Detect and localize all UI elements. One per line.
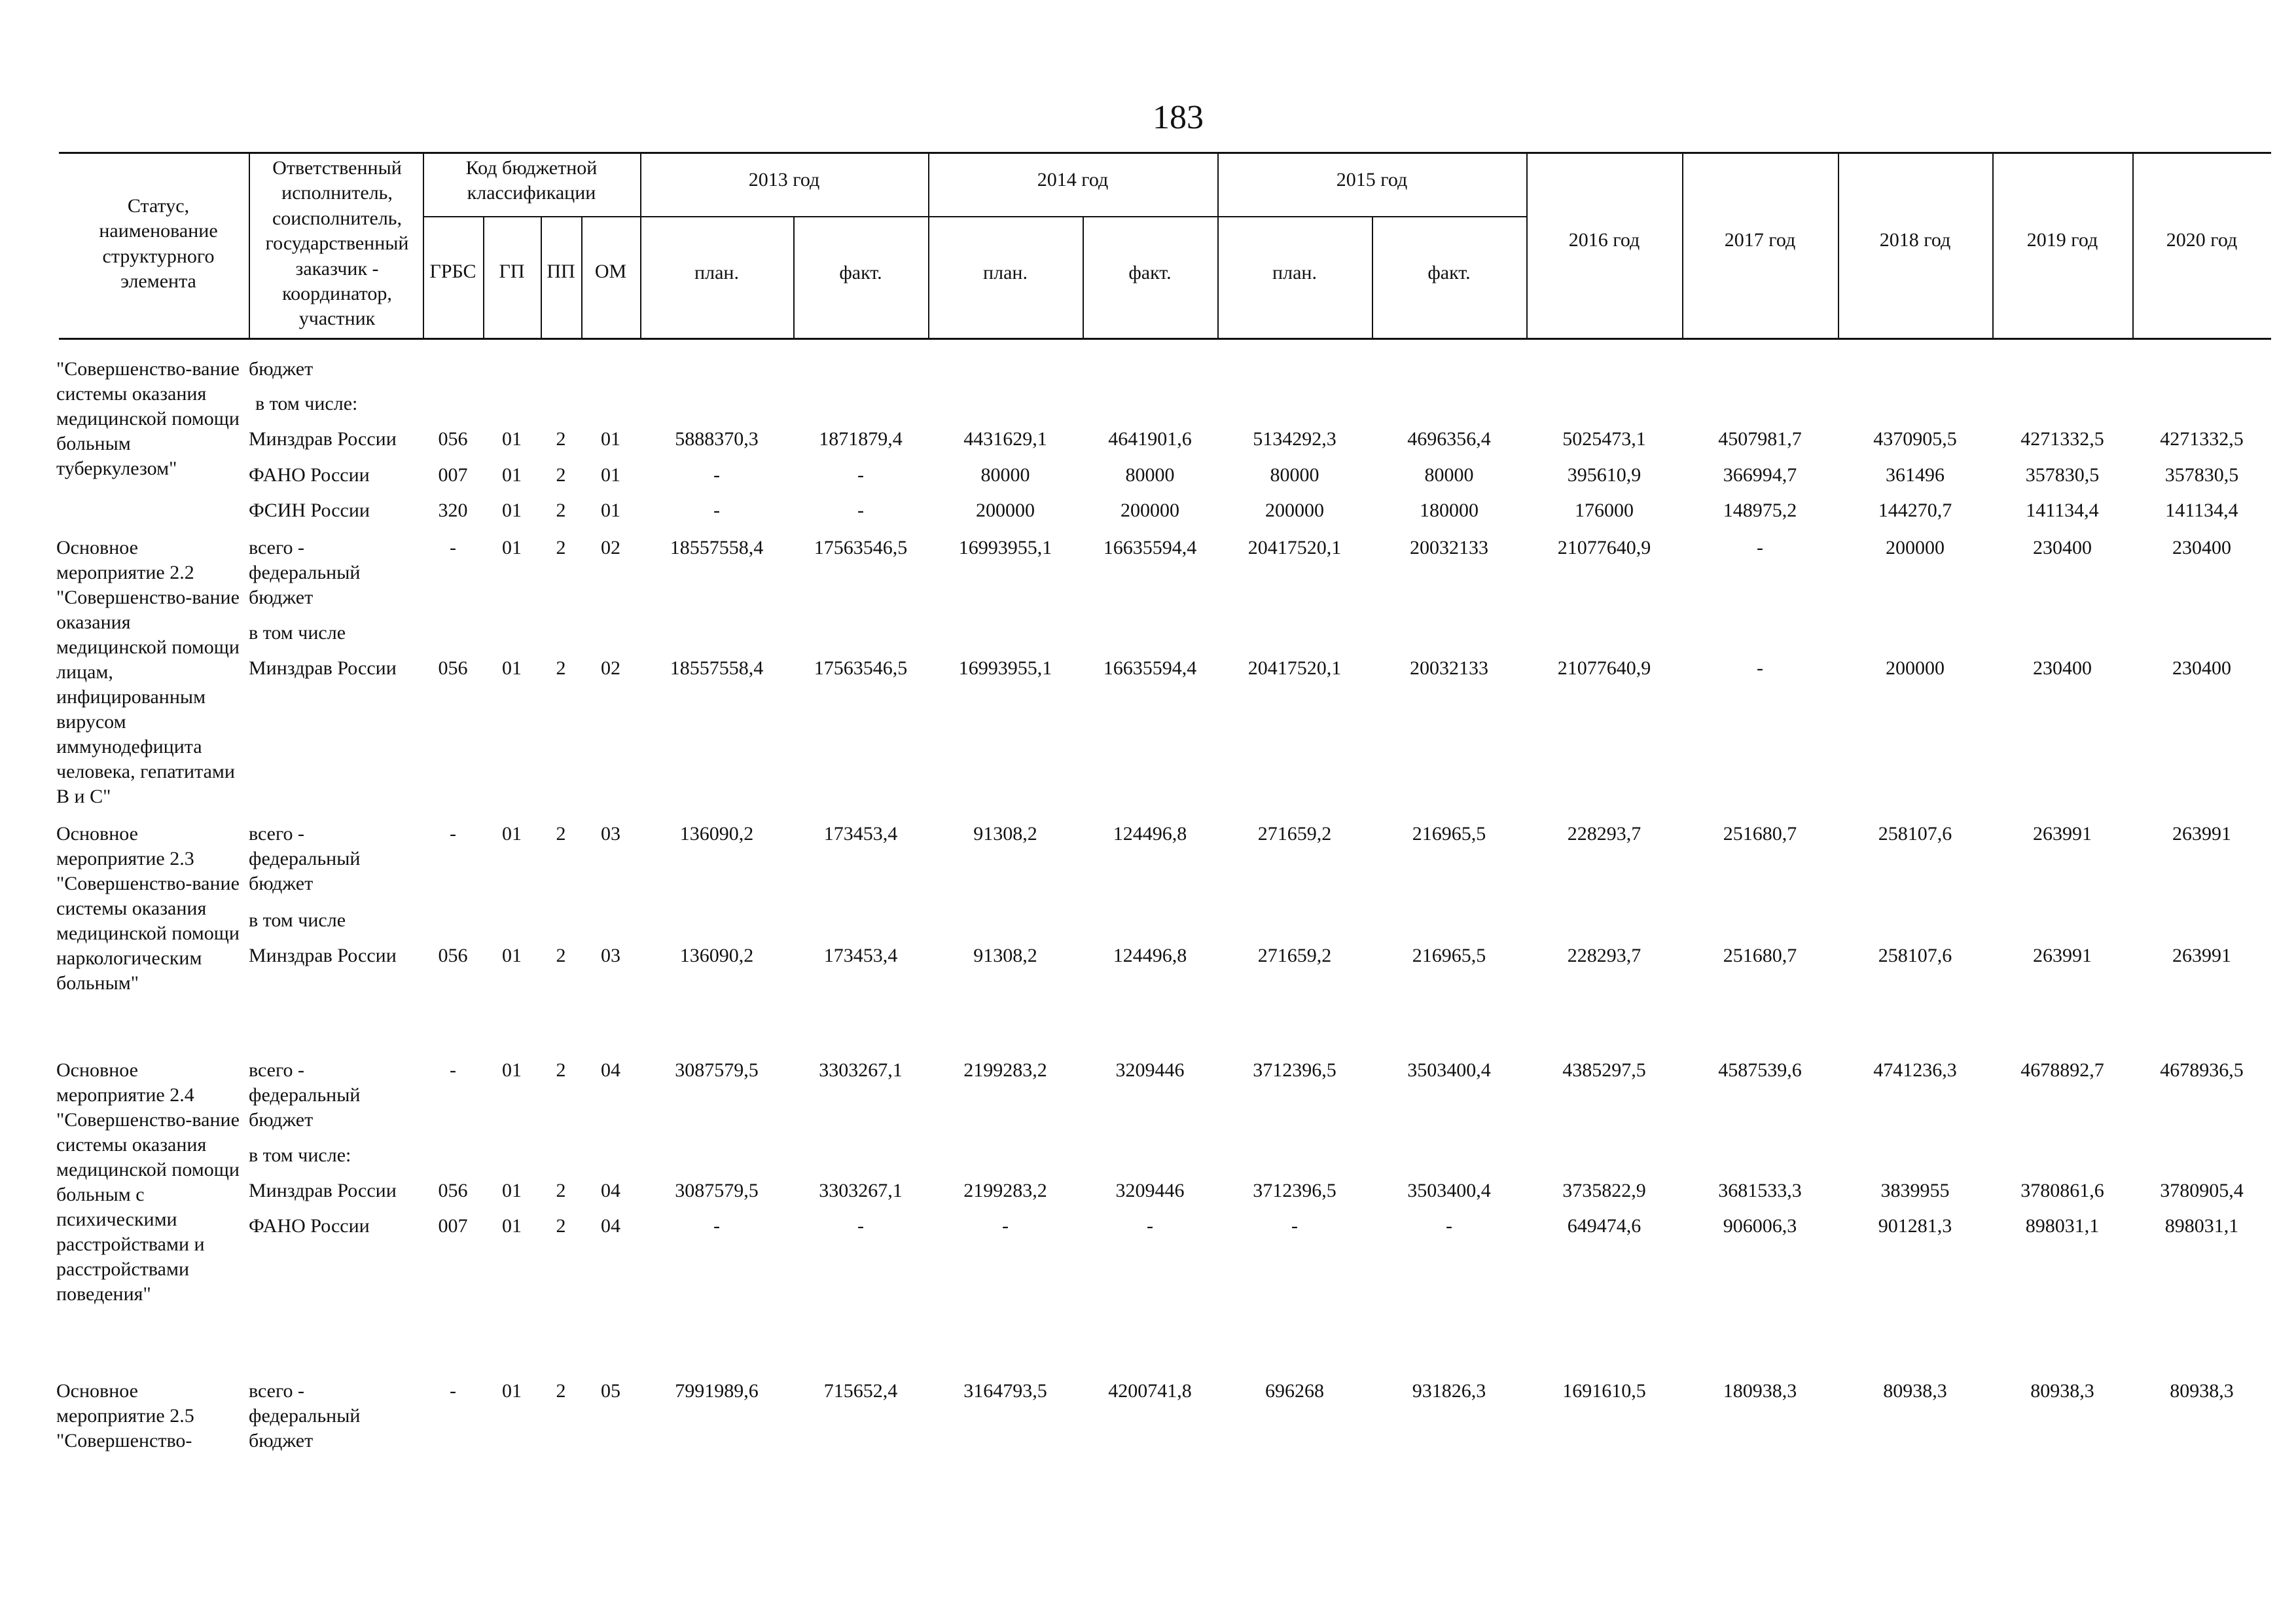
table-cell-plan-2014: 200000 xyxy=(976,500,1035,521)
table-cell-plan-2014: - xyxy=(1002,1215,1009,1237)
table-cell-y2018: 80938,3 xyxy=(1883,1380,1947,1402)
table-cell-fact-2015: 20032133 xyxy=(1410,657,1488,679)
table-cell-fact-2015: 3503400,4 xyxy=(1407,1059,1491,1081)
table-cell-gp: 01 xyxy=(502,500,522,521)
table-top-border xyxy=(59,152,2271,154)
table-cell-om: 01 xyxy=(601,500,620,521)
table-cell-grbs: 056 xyxy=(438,1180,468,1201)
table-cell-y2017: 4507981,7 xyxy=(1718,428,1802,450)
table-cell-fact-2013: - xyxy=(857,1215,864,1237)
table-cell-fact-2013: - xyxy=(857,500,864,521)
table-cell-fact-2014: 124496,8 xyxy=(1113,945,1187,966)
table-cell-grbs: 056 xyxy=(438,657,468,679)
table-cell-y2019: 4271332,5 xyxy=(2020,428,2104,450)
table-cell-fact-2015: 180000 xyxy=(1420,500,1479,521)
table-cell-y2020: 230400 xyxy=(2172,537,2231,558)
header-pp: ПП xyxy=(547,261,575,282)
row-label: в том числе xyxy=(249,622,346,644)
header-year-2019: 2019 год xyxy=(2026,229,2098,251)
row-label: всего - федеральный бюджет xyxy=(249,823,361,894)
table-cell-fact-2015: 80000 xyxy=(1424,464,1474,486)
table-cell-y2019: 230400 xyxy=(2033,537,2092,558)
table-cell-plan-2014: 16993955,1 xyxy=(958,657,1052,679)
page-number: 183 xyxy=(1153,99,1204,136)
table-cell-y2016: 228293,7 xyxy=(1567,945,1641,966)
table-cell-plan-2014: 91308,2 xyxy=(973,823,1037,845)
table-cell-gp: 01 xyxy=(502,1380,522,1402)
table-cell-y2019: 263991 xyxy=(2033,945,2092,966)
table-cell-gp: 01 xyxy=(502,1215,522,1237)
table-cell-y2019: 4678892,7 xyxy=(2020,1059,2104,1081)
table-cell-pp: 2 xyxy=(556,945,566,966)
header-year-2018: 2018 год xyxy=(1879,229,1951,251)
table-cell-gp: 01 xyxy=(502,1059,522,1081)
header-2014-plan: план. xyxy=(983,262,1028,283)
table-cell-y2018: 361496 xyxy=(1886,464,1945,486)
table-cell-gp: 01 xyxy=(502,945,522,966)
table-cell-plan-2013: 18557558,4 xyxy=(670,657,764,679)
table-cell-plan-2015: 20417520,1 xyxy=(1247,657,1342,679)
table-cell-fact-2013: 173453,4 xyxy=(823,945,898,966)
table-cell-y2019: 898031,1 xyxy=(2025,1215,2100,1237)
table-cell-pp: 2 xyxy=(556,428,566,450)
table-cell-fact-2013: 17563546,5 xyxy=(814,657,908,679)
table-cell-y2016: 649474,6 xyxy=(1567,1215,1641,1237)
table-cell-grbs: - xyxy=(450,1380,456,1402)
table-cell-fact-2014: 16635594,4 xyxy=(1103,657,1197,679)
table-cell-y2017: 148975,2 xyxy=(1723,500,1797,521)
table-cell-plan-2013: 18557558,4 xyxy=(670,537,764,558)
table-cell-fact-2014: 80000 xyxy=(1125,464,1175,486)
header-budget-code: Код бюджетной классификации xyxy=(465,157,598,204)
header-year-2017: 2017 год xyxy=(1724,229,1796,251)
row-label: Минздрав России xyxy=(249,945,397,966)
table-cell-plan-2015: - xyxy=(1291,1215,1298,1237)
table-cell-fact-2015: - xyxy=(1446,1215,1452,1237)
table-cell-om: 03 xyxy=(601,823,620,845)
table-cell-fact-2015: 4696356,4 xyxy=(1407,428,1491,450)
table-cell-y2017: - xyxy=(1757,537,1763,558)
row-label: всего - федеральный бюджет xyxy=(249,537,361,608)
row-label: Минздрав России xyxy=(249,657,397,679)
table-cell-pp: 2 xyxy=(556,500,566,521)
table-cell-fact-2013: - xyxy=(857,464,864,486)
table-cell-y2020: 3780905,4 xyxy=(2160,1180,2244,1201)
table-cell-grbs: - xyxy=(450,537,456,558)
table-cell-y2019: 141134,4 xyxy=(2026,500,2099,521)
table-cell-plan-2013: - xyxy=(713,1215,720,1237)
table-cell-y2019: 3780861,6 xyxy=(2020,1180,2104,1201)
table-cell-y2017: 251680,7 xyxy=(1723,945,1797,966)
table-cell-fact-2014: 3209446 xyxy=(1115,1059,1185,1081)
table-cell-plan-2014: 3164793,5 xyxy=(963,1380,1047,1402)
table-cell-y2016: 228293,7 xyxy=(1567,823,1641,845)
header-grbs: ГРБС xyxy=(429,261,476,282)
table-cell-y2020: 141134,4 xyxy=(2165,500,2238,521)
table-cell-plan-2013: 136090,2 xyxy=(679,823,754,845)
row-label: бюджет xyxy=(249,358,314,380)
table-cell-y2018: 4741236,3 xyxy=(1873,1059,1957,1081)
table-cell-gp: 01 xyxy=(502,823,522,845)
table-cell-plan-2013: 136090,2 xyxy=(679,945,754,966)
table-cell-y2016: 21077640,9 xyxy=(1557,537,1651,558)
row-label: Минздрав России xyxy=(249,1180,397,1201)
table-cell-y2019: 80938,3 xyxy=(2030,1380,2094,1402)
group-description: Основное мероприятие 2.3 "Совершенство-вание системы оказания медицинской помощи наркологическим больным" xyxy=(56,823,240,994)
table-cell-y2019: 357830,5 xyxy=(2025,464,2100,486)
table-cell-y2016: 4385297,5 xyxy=(1562,1059,1646,1081)
table-cell-grbs: 007 xyxy=(438,1215,468,1237)
row-label: в том числе: xyxy=(255,393,358,414)
table-cell-fact-2015: 20032133 xyxy=(1410,537,1488,558)
table-cell-plan-2013: 3087579,5 xyxy=(675,1180,759,1201)
table-cell-y2020: 263991 xyxy=(2172,823,2231,845)
table-cell-y2020: 4271332,5 xyxy=(2160,428,2244,450)
table-cell-y2017: 251680,7 xyxy=(1723,823,1797,845)
table-cell-fact-2015: 216965,5 xyxy=(1412,823,1486,845)
table-cell-gp: 01 xyxy=(502,428,522,450)
table-cell-y2019: 263991 xyxy=(2033,823,2092,845)
table-cell-fact-2013: 715652,4 xyxy=(823,1380,898,1402)
row-label: Минздрав России xyxy=(249,428,397,450)
table-cell-y2016: 395610,9 xyxy=(1567,464,1641,486)
group-description: Основное мероприятие 2.2 "Совершенство-вание оказания медицинской помощи лицам, инфицированным вирусом иммунодефицита человека, гепатитами B и C" xyxy=(56,537,240,807)
group-description: Основное мероприятие 2.5 "Совершенство- xyxy=(56,1380,194,1451)
table-cell-fact-2015: 216965,5 xyxy=(1412,945,1486,966)
table-cell-plan-2013: - xyxy=(713,500,720,521)
row-label: всего - федеральный бюджет xyxy=(249,1380,361,1451)
table-cell-pp: 2 xyxy=(556,537,566,558)
table-cell-plan-2014: 16993955,1 xyxy=(958,537,1052,558)
table-cell-plan-2014: 2199283,2 xyxy=(963,1180,1047,1201)
table-cell-om: 02 xyxy=(601,537,620,558)
table-cell-y2016: 3735822,9 xyxy=(1562,1180,1646,1201)
table-cell-y2020: 4678936,5 xyxy=(2160,1059,2244,1081)
table-cell-y2018: 258107,6 xyxy=(1878,823,1952,845)
table-cell-fact-2013: 17563546,5 xyxy=(814,537,908,558)
table-cell-y2017: 4587539,6 xyxy=(1718,1059,1802,1081)
table-cell-fact-2014: 16635594,4 xyxy=(1103,537,1197,558)
table-cell-y2017: 3681533,3 xyxy=(1718,1180,1802,1201)
group-description: "Совершенство-вание системы оказания медицинской помощи больным туберкулезом" xyxy=(56,358,240,479)
table-cell-y2017: 906006,3 xyxy=(1723,1215,1797,1237)
table-cell-fact-2014: 4200741,8 xyxy=(1108,1380,1192,1402)
header-2015-plan: план. xyxy=(1272,262,1317,283)
table-cell-plan-2015: 80000 xyxy=(1270,464,1319,486)
table-cell-pp: 2 xyxy=(556,464,566,486)
header-year-2015: 2015 год xyxy=(1336,169,1408,191)
table-cell-om: 03 xyxy=(601,945,620,966)
table-cell-y2018: 144270,7 xyxy=(1878,500,1952,521)
table-cell-plan-2015: 200000 xyxy=(1265,500,1324,521)
table-cell-gp: 01 xyxy=(502,1180,522,1201)
table-cell-fact-2014: 3209446 xyxy=(1115,1180,1185,1201)
header-year-2014: 2014 год xyxy=(1037,169,1109,191)
header-status: Статус, наименование структурного элемента xyxy=(99,195,218,293)
table-cell-y2019: 230400 xyxy=(2033,657,2092,679)
table-cell-fact-2014: 200000 xyxy=(1121,500,1179,521)
row-label: в том числе xyxy=(249,909,346,931)
table-cell-pp: 2 xyxy=(556,1380,566,1402)
table-cell-y2020: 898031,1 xyxy=(2164,1215,2239,1237)
table-cell-plan-2015: 271659,2 xyxy=(1257,823,1332,845)
table-cell-plan-2014: 4431629,1 xyxy=(963,428,1047,450)
table-cell-pp: 2 xyxy=(556,1215,566,1237)
table-cell-plan-2015: 271659,2 xyxy=(1257,945,1332,966)
table-cell-plan-2015: 3712396,5 xyxy=(1253,1059,1336,1081)
table-cell-fact-2014: 4641901,6 xyxy=(1108,428,1192,450)
table-cell-y2018: 200000 xyxy=(1886,657,1945,679)
header-year-2013: 2013 год xyxy=(748,169,820,191)
table-cell-gp: 01 xyxy=(502,537,522,558)
table-cell-om: 02 xyxy=(601,657,620,679)
table-cell-grbs: 007 xyxy=(438,464,468,486)
table-cell-gp: 01 xyxy=(502,657,522,679)
table-cell-plan-2013: 5888370,3 xyxy=(675,428,759,450)
header-2013-plan: план. xyxy=(694,262,739,283)
table-cell-y2017: 366994,7 xyxy=(1723,464,1797,486)
table-cell-plan-2015: 696268 xyxy=(1265,1380,1324,1402)
table-cell-plan-2013: 3087579,5 xyxy=(675,1059,759,1081)
table-cell-om: 04 xyxy=(601,1059,620,1081)
table-cell-plan-2014: 80000 xyxy=(980,464,1030,486)
table-cell-y2017: - xyxy=(1757,657,1763,679)
table-cell-plan-2015: 5134292,3 xyxy=(1253,428,1336,450)
row-label: в том числе: xyxy=(249,1144,351,1166)
table-cell-fact-2014: 124496,8 xyxy=(1113,823,1187,845)
table-cell-y2020: 357830,5 xyxy=(2164,464,2239,486)
table-cell-pp: 2 xyxy=(556,823,566,845)
table-cell-y2020: 263991 xyxy=(2172,945,2231,966)
table-cell-gp: 01 xyxy=(502,464,522,486)
row-label: ФАНО России xyxy=(249,1215,370,1237)
table-cell-plan-2013: 7991989,6 xyxy=(675,1380,759,1402)
table-cell-plan-2015: 20417520,1 xyxy=(1247,537,1342,558)
table-cell-y2017: 180938,3 xyxy=(1723,1380,1797,1402)
table-cell-fact-2015: 931826,3 xyxy=(1412,1380,1486,1402)
table-cell-om: 04 xyxy=(601,1180,620,1201)
table-cell-om: 05 xyxy=(601,1380,620,1402)
table-cell-y2020: 230400 xyxy=(2172,657,2231,679)
header-gp: ГП xyxy=(499,261,525,282)
table-cell-grbs: 056 xyxy=(438,428,468,450)
row-label: ФАНО России xyxy=(249,464,370,486)
col-divider xyxy=(423,152,424,339)
header-year-2016: 2016 год xyxy=(1568,229,1640,251)
table-cell-plan-2014: 2199283,2 xyxy=(963,1059,1047,1081)
table-cell-y2020: 80938,3 xyxy=(2170,1380,2234,1402)
row-label: всего - федеральный бюджет xyxy=(249,1059,361,1131)
table-cell-y2016: 5025473,1 xyxy=(1562,428,1646,450)
table-cell-grbs: 320 xyxy=(438,500,468,521)
table-cell-y2018: 200000 xyxy=(1886,537,1945,558)
header-2013-fact: факт. xyxy=(839,262,882,283)
table-cell-pp: 2 xyxy=(556,1059,566,1081)
col-divider xyxy=(249,152,250,339)
table-cell-om: 01 xyxy=(601,428,620,450)
table-header-bottom-border xyxy=(59,338,2271,340)
table-cell-y2018: 4370905,5 xyxy=(1873,428,1957,450)
table-cell-om: 01 xyxy=(601,464,620,486)
group-description: Основное мероприятие 2.4 "Совершенство-вание системы оказания медицинской помощи больным с психическими расстройствами и расстройствами поведения" xyxy=(56,1059,240,1305)
header-2015-fact: факт. xyxy=(1427,262,1471,283)
table-cell-plan-2013: - xyxy=(713,464,720,486)
table-cell-grbs: 056 xyxy=(438,945,468,966)
table-cell-fact-2014: - xyxy=(1147,1215,1153,1237)
table-cell-y2018: 3839955 xyxy=(1880,1180,1950,1201)
header-executor: Ответственный исполнитель, соисполнитель, государственный заказчик - координатор, участник xyxy=(265,157,409,330)
table-cell-y2016: 1691610,5 xyxy=(1562,1380,1646,1402)
header-year-2020: 2020 год xyxy=(2166,229,2238,251)
table-cell-plan-2015: 3712396,5 xyxy=(1253,1180,1336,1201)
header-2014-fact: факт. xyxy=(1128,262,1172,283)
row-label: ФСИН России xyxy=(249,500,370,521)
subheader-divider-codes xyxy=(423,216,640,217)
table-cell-fact-2013: 3303267,1 xyxy=(819,1059,903,1081)
table-cell-y2018: 901281,3 xyxy=(1878,1215,1952,1237)
table-cell-pp: 2 xyxy=(556,1180,566,1201)
table-cell-y2018: 258107,6 xyxy=(1878,945,1952,966)
table-cell-fact-2013: 1871879,4 xyxy=(819,428,903,450)
table-cell-fact-2013: 3303267,1 xyxy=(819,1180,903,1201)
table-cell-om: 04 xyxy=(601,1215,620,1237)
table-cell-fact-2013: 173453,4 xyxy=(823,823,898,845)
table-cell-plan-2014: 91308,2 xyxy=(973,945,1037,966)
table-cell-fact-2015: 3503400,4 xyxy=(1407,1180,1491,1201)
table-cell-grbs: - xyxy=(450,1059,456,1081)
table-cell-y2016: 21077640,9 xyxy=(1557,657,1651,679)
header-om: ОМ xyxy=(594,261,627,282)
table-cell-y2016: 176000 xyxy=(1575,500,1634,521)
table-cell-grbs: - xyxy=(450,823,456,845)
table-cell-pp: 2 xyxy=(556,657,566,679)
